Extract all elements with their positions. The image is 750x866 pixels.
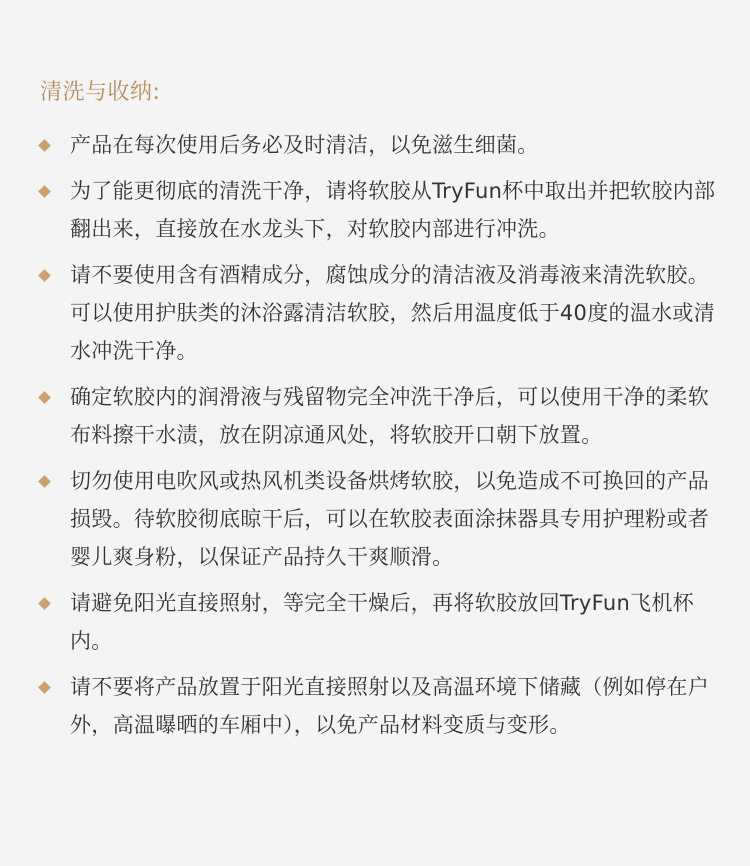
list-item-text: 切勿使用电吹风或热风机类设备烘烤软胶，以免造成不可换回的产品损毁。待软胶彻底晾干后，可以在软胶表面涂抹器具专用护理粉或者婴儿爽身粉，以保证产品持久干爽顺滑。: [70, 469, 709, 569]
diamond-bullet-icon: [38, 391, 51, 404]
diamond-bullet-icon: [38, 269, 51, 282]
diamond-bullet-icon: [38, 475, 51, 488]
list-item-text: 为了能更彻底的清洗干净，请将软胶从TryFun杯中取出并把软胶内部翻出来，直接放在水龙头下，对软胶内部进行冲洗。: [70, 179, 716, 241]
list-item-text: 请避免阳光直接照射，等完全干燥后，再将软胶放回TryFun飞机杯内。: [70, 591, 694, 653]
list-item: [0, 256, 750, 370]
list-item: [0, 462, 750, 576]
list-item: [0, 378, 750, 454]
section-title: 清洗与收纳:: [40, 80, 161, 105]
list-item-text: 请不要使用含有酒精成分，腐蚀成分的清洁液及消毒液来清洗软胶。可以使用护肤类的沐浴露清洁软胶，然后用温度低于40度的温水或清水冲洗干净。: [70, 263, 716, 363]
diamond-bullet-icon: [38, 681, 51, 694]
list-item: [0, 584, 750, 660]
list-item: [0, 126, 750, 164]
list-item-text: 确定软胶内的润滑液与残留物完全冲洗干净后，可以使用干净的柔软布料擦干水渍，放在阴凉通风处，将软胶开口朝下放置。: [70, 385, 709, 447]
diamond-bullet-icon: [38, 597, 51, 610]
list-item-text: 请不要将产品放置于阳光直接照射以及高温环境下储藏（例如停在户外，高温曝晒的车厢中），以免产品材料变质与变形。: [70, 675, 709, 737]
diamond-bullet-icon: [38, 139, 51, 152]
list-item-text: 产品在每次使用后务必及时清洁，以免滋生细菌。: [70, 133, 539, 157]
instruction-list: [0, 126, 750, 752]
diamond-bullet-icon: [38, 185, 51, 198]
list-item: [0, 172, 750, 248]
list-item: [0, 668, 750, 744]
